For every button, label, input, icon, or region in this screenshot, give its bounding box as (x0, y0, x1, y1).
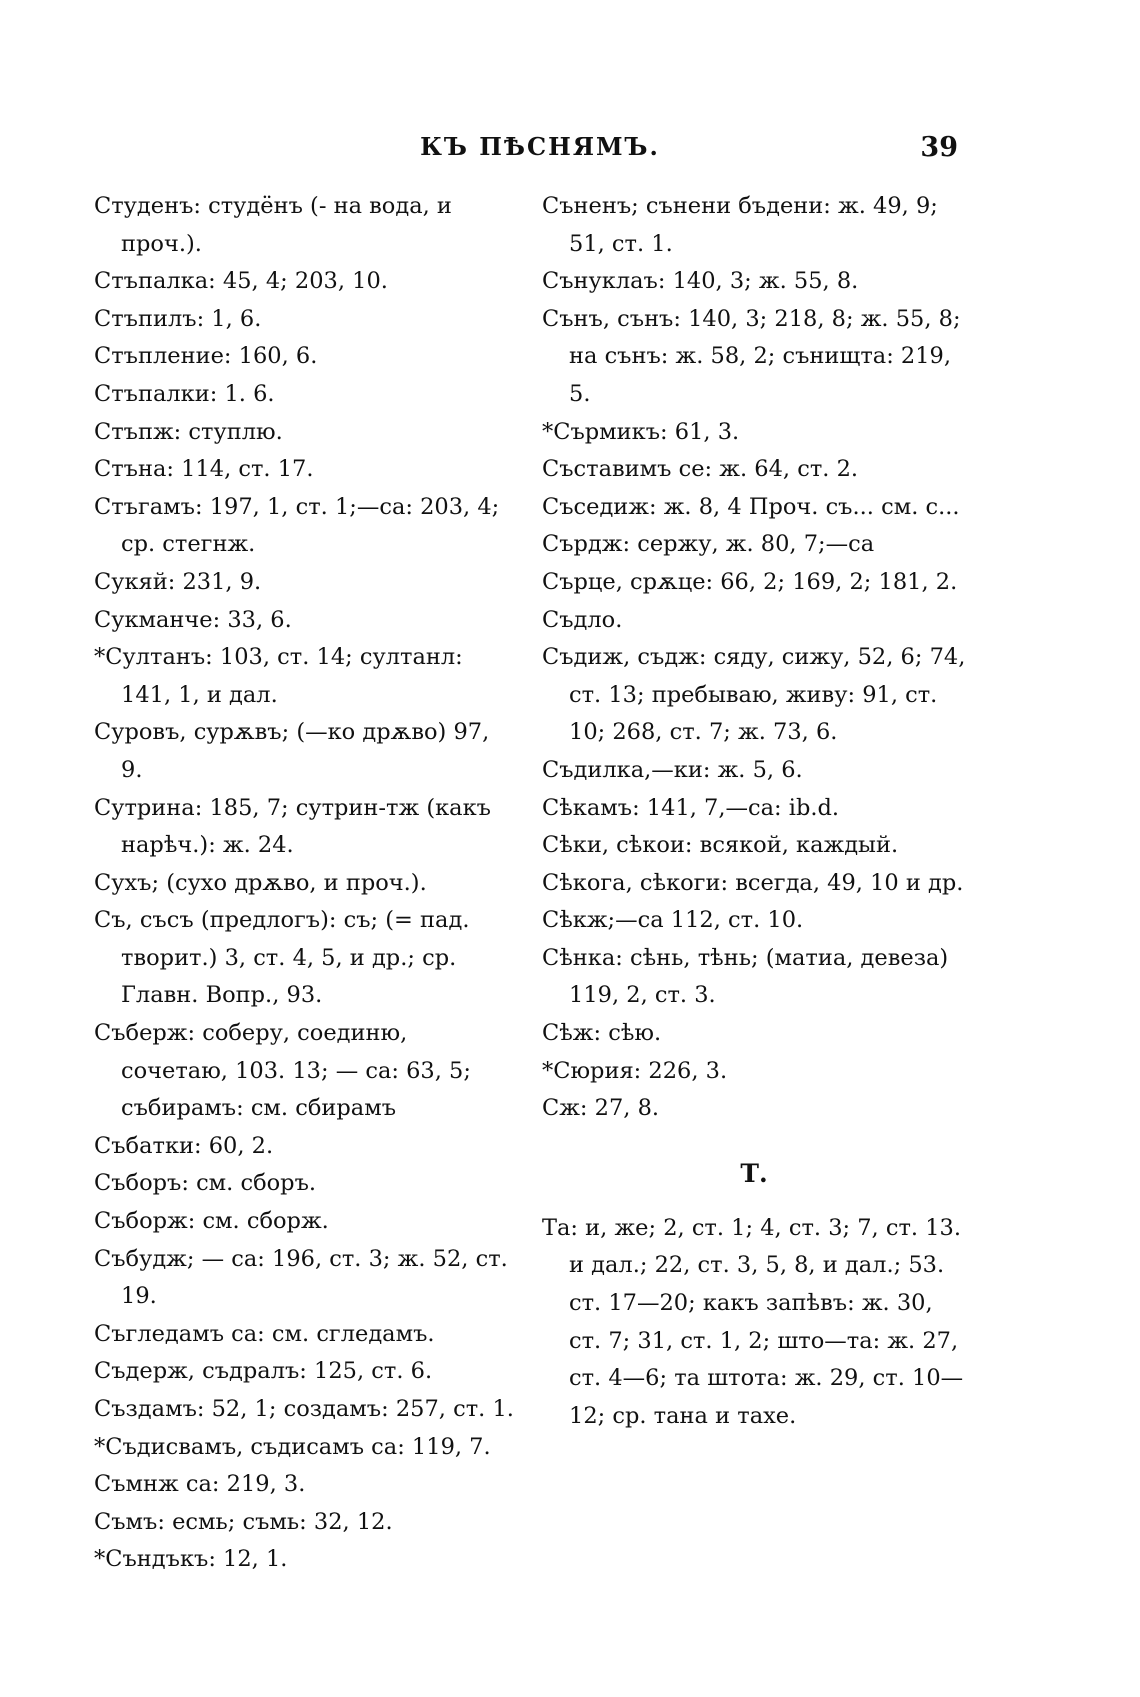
entry: Сѣнка: сѣнь, тѣнь; (матиа, девеза) 119, 2, ст. 3. (542, 944, 949, 1009)
entry: Съмнж са: 219, 3. (94, 1471, 306, 1498)
entry: Сѣкога, сѣкоги: всегда, 49, 10 и др. (542, 869, 964, 896)
entry: Сънъ, сънъ: 140, 3; 218, 8; ж. 55, 8; на сънъ: ж. 58, 2; сънищта: 219, 5. (542, 305, 961, 407)
entry: Събатки: 60, 2. (94, 1132, 274, 1159)
entry: Сърдж: сержу, ж. 80, 7;—са (542, 531, 875, 558)
entry: Сукяй: 231, 9. (94, 568, 262, 595)
entry: Съставимъ се: ж. 64, ст. 2. (542, 456, 859, 483)
entry: Съдло. (542, 606, 623, 633)
entry: Стъпление: 160, 6. (94, 343, 318, 370)
entry: Съберж: соберу, соединю, сочетаю, 103. 13; — са: 63, 5; събирамъ: см. сбирамъ (94, 1020, 471, 1122)
entry: *Султанъ: 103, ст. 14; султанл: 141, 1, и дал. (94, 644, 463, 708)
entry: *Сюрия: 226, 3. (542, 1057, 728, 1084)
entry: Съненъ; сънени бъдени: ж. 49, 9; 51, ст. 1. (542, 193, 938, 257)
entry: *Съндъкъ: 12, 1. (94, 1546, 288, 1573)
entry: Сѣкамъ: 141, 7,—са: ib.d. (542, 794, 840, 821)
entry: Сукманче: 33, 6. (94, 606, 292, 633)
running-title: КЪ ПѢСНЯМЪ. (420, 132, 660, 161)
entry: Стъпилъ: 1, 6. (94, 305, 262, 332)
entry: Сърце, срѫце: 66, 2; 169, 2; 181, 2. (542, 568, 958, 595)
entry: Сѣкж;—са 112, ст. 10. (542, 907, 804, 934)
entry: Суровъ, сурѫвъ; (—ко дрѫво) 97, 9. (94, 719, 490, 783)
entry: *Съдисвамъ, съдисамъ са: 119, 7. (94, 1433, 491, 1460)
entry: Сж: 27, 8. (542, 1095, 660, 1122)
entry: Съ, съсъ (предлогъ): съ; (= пад. творит.) 3, ст. 4, 5, и др.; ср. Главн. Вопр., 93. (94, 907, 470, 1009)
entry: Сутрина: 185, 7; сутрин-тж (какъ нарѣч.): ж. 24. (94, 794, 491, 859)
entry: Сухъ; (сухо дрѫво, и проч.). (94, 869, 427, 896)
right-column (542, 188, 966, 1435)
entry: Студенъ: студёнъ (- на вода, и проч.). (94, 193, 452, 257)
entry: *Сърмикъ: 61, 3. (542, 418, 740, 445)
left-column (94, 188, 514, 1579)
entry: Събудж; — са: 196, ст. 3; ж. 52, ст. 19. (94, 1245, 508, 1310)
page-number: 39 (920, 132, 958, 163)
entry: Сънуклаъ: 140, 3; ж. 55, 8. (542, 268, 859, 295)
entry: Стъпж: ступлю. (94, 418, 283, 445)
running-head (0, 132, 1140, 172)
entry: Съмъ: есмь; съмь: 32, 12. (94, 1508, 393, 1535)
entry: Съдиж, съдж: сяду, сижу, 52, 6; 74, ст. 13; пребываю, живу: 91, ст. 10; 268, ст. 7; ж. 73, 6. (542, 644, 966, 746)
entry: Сѣж: сѣю. (542, 1020, 662, 1047)
entry: Съборж: см. сборж. (94, 1208, 329, 1235)
entry: Съдерж, съдралъ: 125, ст. 6. (94, 1358, 433, 1385)
entry: Съседиж: ж. 8, 4 Проч. съ... см. с... (542, 493, 960, 520)
section-letter: Т. (740, 1158, 768, 1188)
entry: Стъна: 114, ст. 17. (94, 456, 314, 483)
entry: Сѣки, сѣкои: всякой, каждый. (542, 832, 899, 859)
entry: Създамъ: 52, 1; создамъ: 257, ст. 1. (94, 1396, 514, 1422)
entry: Стъгамъ: 197, 1, ст. 1;—са: 203, 4; ср. стегнж. (94, 493, 500, 558)
entry: Та: и, же; 2, ст. 1; 4, ст. 3; 7, ст. 13. и дал.; 22, ст. 3, 5, 8, и дал.; 53. ст. 17—20; какъ запѣвъ: ж. 30, ст. 7; 31, ст. 1, 2; што—та: ж. 27, ст. 4—6; та штота: ж. 29, ст. 10—12; ср. тана и тахе. (542, 1214, 964, 1429)
entry: Съдилка,—ки: ж. 5, 6. (542, 756, 803, 783)
entry: Съгледамъ са: см. сгледамъ. (94, 1320, 435, 1347)
entry: Стъпалка: 45, 4; 203, 10. (94, 268, 388, 295)
entry: Съборъ: см. сборъ. (94, 1170, 317, 1197)
entry: Стъпалки: 1. 6. (94, 380, 275, 407)
